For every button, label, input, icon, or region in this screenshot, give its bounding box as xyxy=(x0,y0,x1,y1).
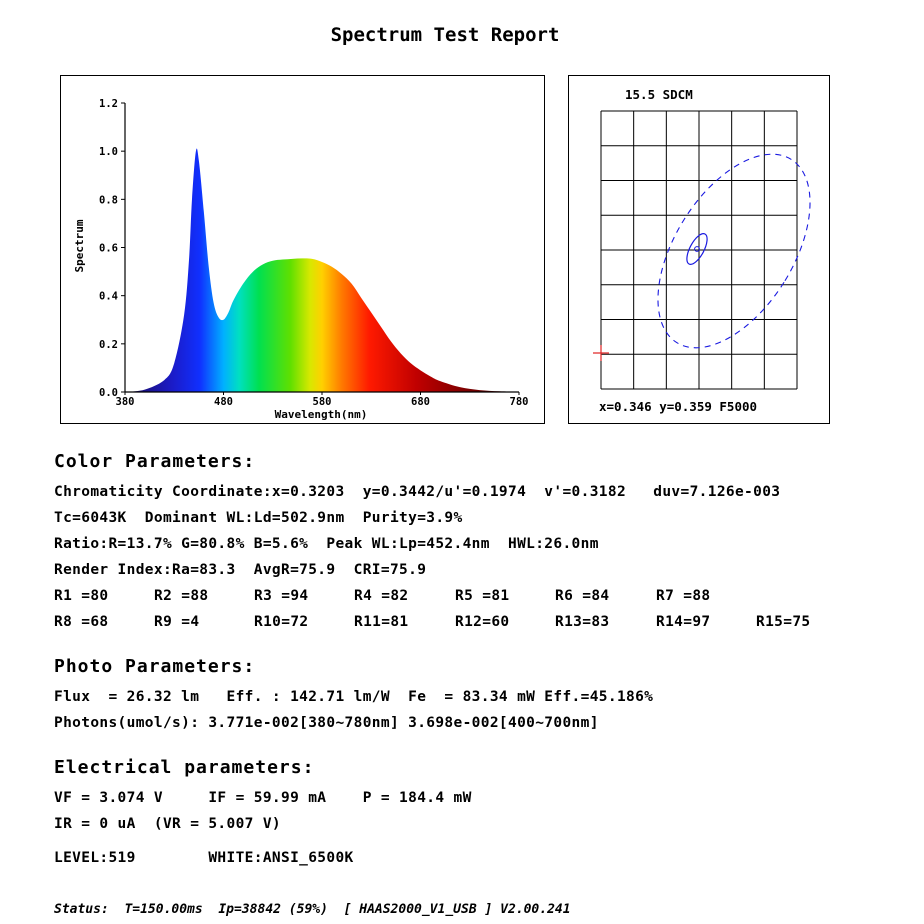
flux-line: Flux = 26.32 lm Eff. : 142.71 lm/W Fe = 83.34 mW Eff.=45.186% xyxy=(54,689,654,705)
sdcm-title: 15.5 SDCM xyxy=(625,87,693,102)
y-tick-label: 0.6 xyxy=(99,242,118,255)
sdcm-chart-panel xyxy=(568,75,830,424)
r-value: R8 =68 xyxy=(54,614,109,630)
chromaticity-line: Chromaticity Coordinate:x=0.3203 y=0.3442/u'=0.1974 v'=0.3182 duv=7.126e-003 xyxy=(54,484,781,500)
y-tick-label: 1.0 xyxy=(99,146,118,159)
y-tick-label: 0.8 xyxy=(99,194,118,207)
y-tick-label: 0.2 xyxy=(99,338,118,351)
spectrum-area xyxy=(125,149,519,392)
ir-line: IR = 0 uA (VR = 5.007 V) xyxy=(54,816,281,832)
tc-line: Tc=6043K Dominant WL:Ld=502.9nm Purity=3.9% xyxy=(54,510,463,526)
sdcm-inner-ellipse xyxy=(683,231,711,268)
r-value: R12=60 xyxy=(455,614,510,630)
spectrum-chart xyxy=(61,76,546,425)
y-axis-label: Spectrum xyxy=(73,219,86,273)
x-tick-label: 480 xyxy=(214,396,233,408)
r-value: R13=83 xyxy=(555,614,610,630)
r-value: R1 =80 xyxy=(54,588,109,604)
sdcm-chart xyxy=(569,76,831,425)
spectrum-chart-panel xyxy=(60,75,545,424)
sdcm-readout: x=0.346 y=0.359 F5000 xyxy=(599,399,758,414)
r-value: R3 =94 xyxy=(254,588,309,604)
x-tick-label: 780 xyxy=(509,396,529,408)
ratio-line: Ratio:R=13.7% G=80.8% B=5.6% Peak WL:Lp=452.4nm HWL:26.0nm xyxy=(54,536,599,552)
r-value: R9 =4 xyxy=(154,614,200,630)
r-value: R4 =82 xyxy=(354,588,409,604)
vf-line: VF = 3.074 V IF = 59.99 mA P = 184.4 mW xyxy=(54,790,472,806)
r-value: R5 =81 xyxy=(455,588,510,604)
x-tick-label: 680 xyxy=(411,396,430,408)
elec-params-heading: Electrical parameters: xyxy=(54,757,315,778)
r-value: R2 =88 xyxy=(154,588,209,604)
level-line: LEVEL:519 WHITE:ANSI_6500K xyxy=(54,850,354,866)
r-value: R10=72 xyxy=(254,614,309,630)
r-value: R11=81 xyxy=(354,614,409,630)
y-tick-label: 0.0 xyxy=(99,387,118,399)
r-value: R6 =84 xyxy=(555,588,610,604)
r-value: R7 =88 xyxy=(656,588,711,604)
x-axis-label: Wavelength(nm) xyxy=(274,408,368,421)
sdcm-outer-ellipse xyxy=(627,128,842,374)
r-value: R14=97 xyxy=(656,614,711,630)
r-value: R15=75 xyxy=(756,614,811,630)
y-tick-label: 0.4 xyxy=(99,290,118,303)
x-tick-label: 380 xyxy=(115,396,135,408)
render-index-line: Render Index:Ra=83.3 AvgR=75.9 CRI=75.9 xyxy=(54,562,427,578)
y-tick-label: 1.2 xyxy=(99,98,118,110)
photons-line: Photons(umol/s): 3.771e-002[380~780nm] 3.698e-002[400~700nm] xyxy=(54,715,599,731)
x-tick-label: 580 xyxy=(312,396,332,408)
report-title: Spectrum Test Report xyxy=(330,24,560,46)
photo-params-heading: Photo Parameters: xyxy=(54,656,256,677)
color-params-heading: Color Parameters: xyxy=(54,451,256,472)
status-line: Status: T=150.00ms Ip=38842 (59%) [ HAAS2000_V1_USB ] V2.00.241 xyxy=(54,902,571,917)
